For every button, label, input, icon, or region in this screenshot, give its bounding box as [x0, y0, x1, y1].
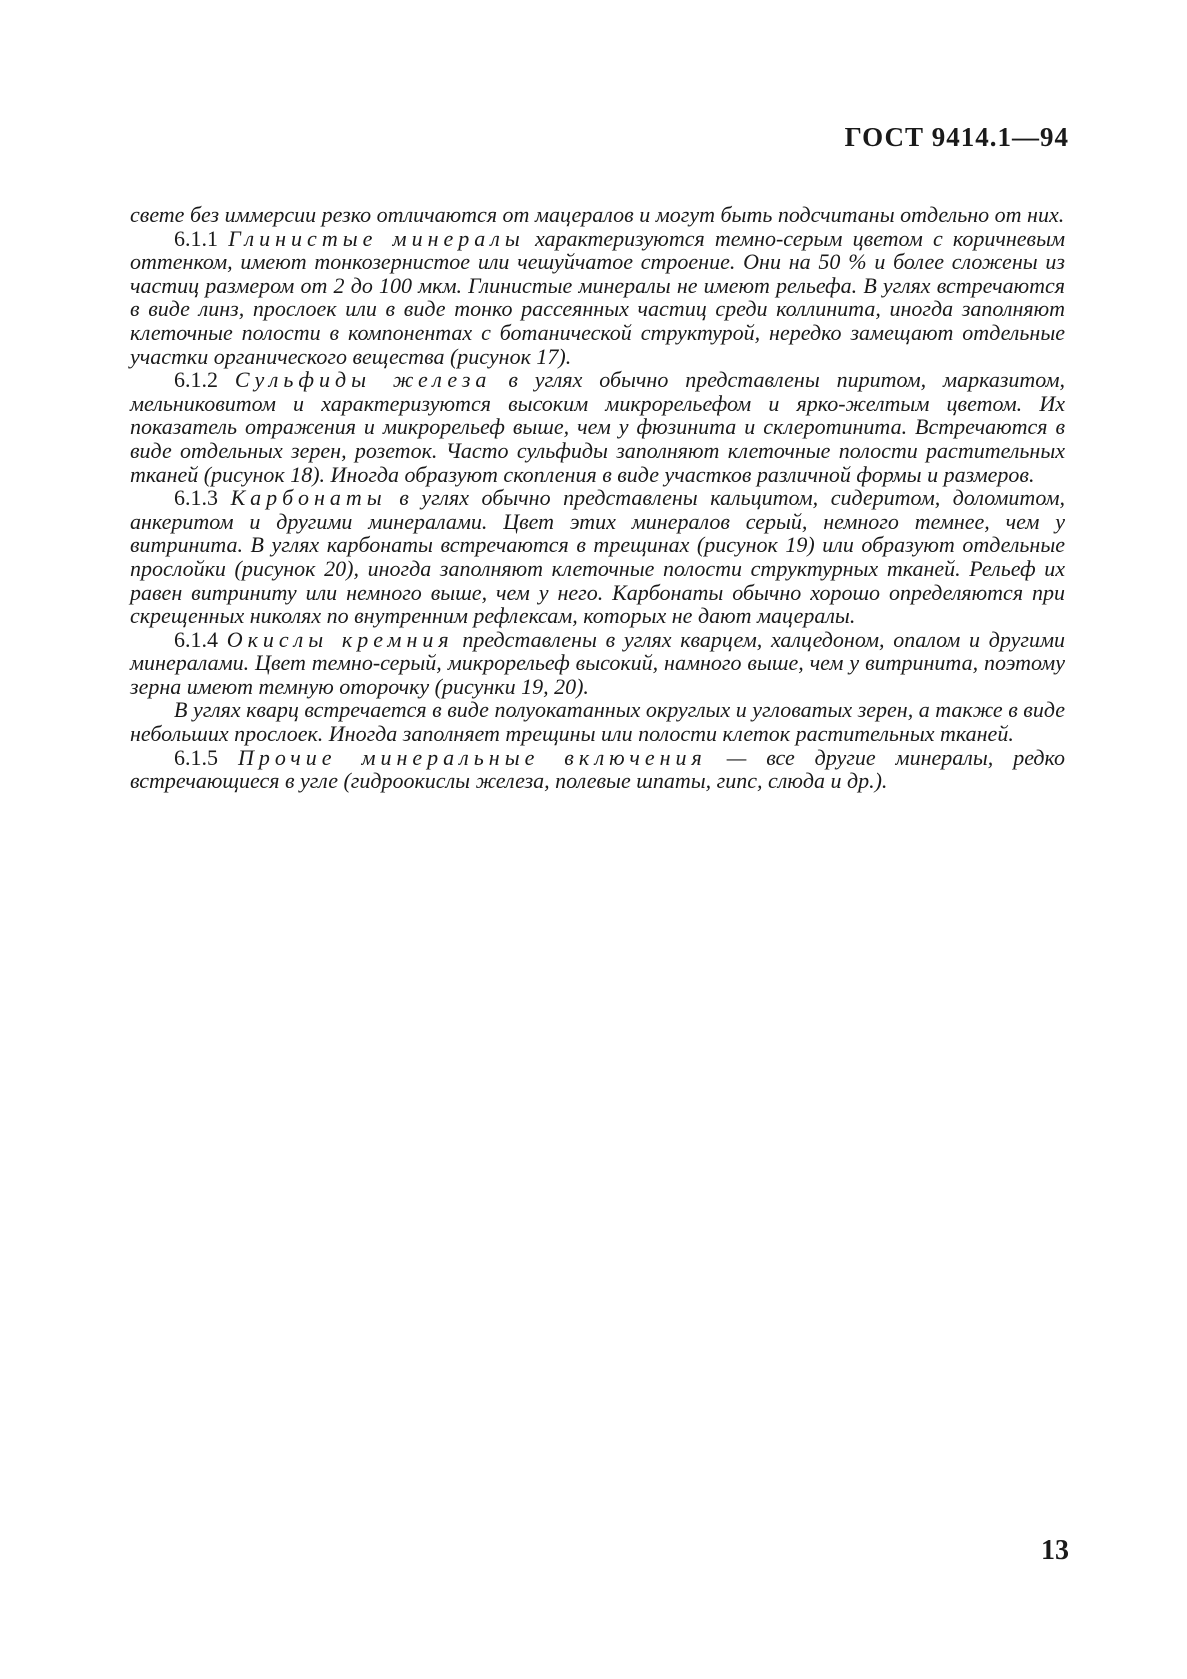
paragraph-text: свете без иммерсии резко отличаются от мацералов и могут быть подсчитаны отдельно от них.: [130, 202, 1065, 227]
page-number: 13: [1041, 1535, 1069, 1566]
section-number: 6.1.4: [174, 626, 218, 652]
paragraph-text: в углях обычно представлены пиритом, марказитом, мельниковитом и характеризуются высоким микрорельефом и ярко-желтым цветом. Их показатель отражения и микрорельеф выше, чем у фюзинита и склеротинита. Встречаются в виде отдельных зерен, розеток. Часто сульфиды заполняют клеточные полости растительных тканей (рисунок 18). Иногда образуют скопления в виде участков различной формы и размеров.: [130, 367, 1066, 487]
term-carbonates: Карбонаты: [230, 485, 387, 511]
paragraph-text: характеризуются темно-серым цветом с коричневым оттенком, имеют тонкозернистое или чешуйчатое строение. Они на 50 % и более сложены из частиц размером от 2 до 100 мкм. Глинистые минералы не имеют рельефа. В углях встречаются в виде линз, прослоек или в виде тонко рассеянных частиц среди коллинита, иногда заполняют клеточные полости в компонентах с ботанической структурой, нередко замещают отдельные участки органического вещества (рисунок 17).: [130, 225, 1066, 369]
paragraph-text: в углях обычно представлены кальцитом, сидеритом, доломитом, анкеритом и другими минералами. Цвет этих минералов серый, немного темнее, чем у витринита. В углях карбонаты встречаются в трещинах (рисунок 19) или образуют отдельные прослойки (рисунок 20), иногда заполняют клеточные полости структурных тканей. Рельеф их равен витриниту или немного выше, чем у него. Карбонаты обычно хорошо определяются при скрещенных николях по внутренним рефлексам, которых не дают мацералы.: [130, 485, 1066, 629]
section-number: 6.1.5: [174, 744, 218, 770]
paragraph-text: В углях кварц встречается в виде полуокатанных округлых и угловатых зерен, а также в виде небольших прослоек. Иногда заполняет трещины или полости клеток растительных тканей.: [130, 697, 1065, 747]
section-number: 6.1.3: [174, 485, 218, 511]
paragraph-quartz: [130, 698, 1065, 745]
paragraph-iron-sulfides: [130, 368, 1065, 486]
section-number: 6.1.2: [174, 367, 218, 393]
paragraph-silica: [130, 628, 1065, 699]
paragraph-clay-minerals: [130, 227, 1065, 369]
paragraph-text: — все другие минералы, редко встречающиеся в угле (гидроокислы железа, полевые шпаты, гипс, слюда и др.).: [130, 744, 1065, 794]
body-text: [130, 203, 1065, 793]
paragraph-other-minerals: [130, 746, 1065, 793]
document-header: ГОСТ 9414.1—94: [844, 122, 1069, 152]
term-other-minerals: Прочие минеральные включения: [237, 744, 707, 770]
paragraph-carbonates: [130, 486, 1065, 628]
section-number: 6.1.1: [174, 225, 218, 251]
term-clay-minerals: Глинистые минералы: [228, 225, 525, 251]
paragraph-continuation: [130, 203, 1065, 227]
paragraph-text: представлены в углях кварцем, халцедоном, опалом и другими минералами. Цвет темно-серый, микрорельеф высокий, намного выше, чем у витринита, поэтому зерна имеют темную оторочку (рисунки 19, 20).: [130, 626, 1066, 699]
term-iron-sulfides: Сульфиды железа: [234, 367, 492, 393]
term-silica: Окислы кремния: [226, 626, 454, 652]
